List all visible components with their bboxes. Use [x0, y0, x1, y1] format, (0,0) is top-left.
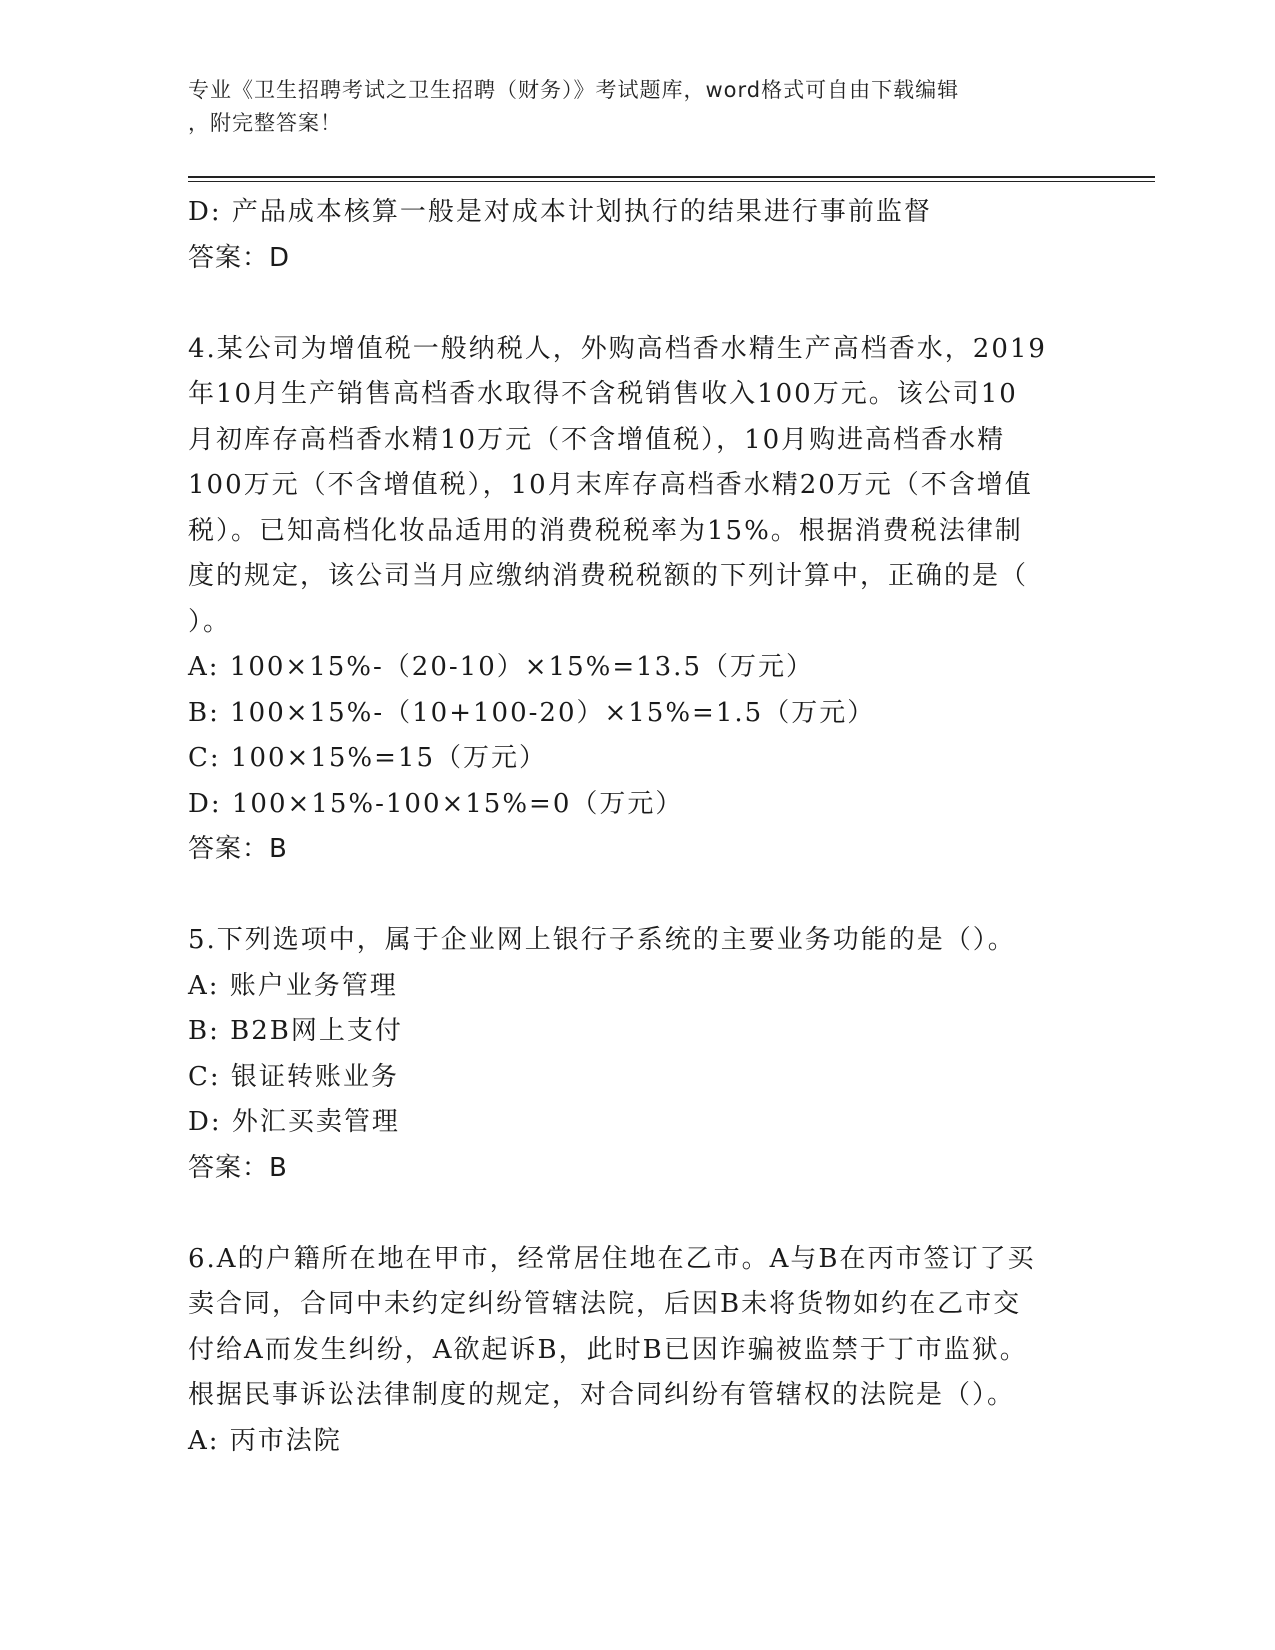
header-divider-thick — [188, 176, 1155, 178]
question-stem-line: 根据民事诉讼法律制度的规定，对合同纠纷有管辖权的法院是（）。 — [188, 1380, 1016, 1410]
answer-line: 答案：B — [188, 834, 288, 864]
question-stem-line: 6.A的户籍所在地在甲市，经常居住地在乙市。A与B在丙市签订了买 — [188, 1243, 1036, 1274]
question-stem-line: 100万元（不含增值税），10月末库存高档香水精20万元（不含增值 — [188, 470, 1033, 500]
question-block-prev — [188, 190, 1078, 281]
question-stem-line: 年10月生产销售高档香水取得不含税销售收入100万元。该公司10 — [188, 379, 1018, 409]
question-block-4 — [188, 327, 1078, 873]
option-b: B: 100×15%-（10+100-20）×15%=1.5（万元） — [188, 697, 876, 728]
spacer — [188, 1191, 1078, 1237]
header-divider-thin — [188, 181, 1155, 182]
header-line-1: 专业《卫生招聘考试之卫生招聘（财务）》考试题库，word格式可自由下载编辑 — [188, 78, 960, 102]
page-header — [188, 74, 1068, 140]
question-block-6 — [188, 1237, 1078, 1465]
question-stem-line: 4.某公司为增值税一般纳税人，外购高档香水精生产高档香水，2019 — [188, 333, 1047, 364]
question-stem-line: 5.下列选项中，属于企业网上银行子系统的主要业务功能的是（）。 — [188, 925, 1016, 955]
option-d: D: 产品成本核算一般是对成本计划执行的结果进行事前监督 — [188, 197, 932, 227]
question-stem-line: 付给A而发生纠纷，A欲起诉B，此时B已因诈骗被监禁于丁市监狱。 — [188, 1334, 1028, 1365]
question-block-5 — [188, 918, 1078, 1191]
question-stem-line: 税）。已知高档化妆品适用的消费税税率为15%。根据消费税法律制 — [188, 515, 1023, 546]
option-a: A: 丙市法院 — [188, 1425, 342, 1456]
answer-line: 答案：B — [188, 1152, 288, 1183]
spacer — [188, 873, 1078, 919]
question-stem-line: 卖合同，合同中未约定纠纷管辖法院，后因B未将货物如约在乙市交 — [188, 1289, 1022, 1319]
option-a: A: 100×15%-（20-10）×15%=13.5（万元） — [188, 652, 814, 682]
header-line-2: ，附完整答案！ — [188, 111, 342, 135]
option-b: B: B2B网上支付 — [188, 1016, 403, 1046]
spacer — [188, 281, 1078, 327]
question-stem-line: 月初库存高档香水精10万元（不含增值税），10月购进高档香水精 — [188, 424, 1006, 455]
question-stem-line: 度的规定，该公司当月应缴纳消费税税额的下列计算中，正确的是（ — [188, 561, 1029, 591]
answer-line: 答案：D — [188, 242, 291, 273]
option-a: A: 账户业务管理 — [188, 970, 398, 1001]
question-stem-line: ）。 — [188, 606, 232, 637]
option-d: D: 100×15%-100×15%=0（万元） — [188, 788, 684, 819]
question-list — [188, 190, 1078, 1464]
option-c: C: 100×15%=15（万元） — [188, 743, 547, 773]
option-c: C: 银证转账业务 — [188, 1061, 399, 1092]
option-d: D: 外汇买卖管理 — [188, 1107, 400, 1137]
